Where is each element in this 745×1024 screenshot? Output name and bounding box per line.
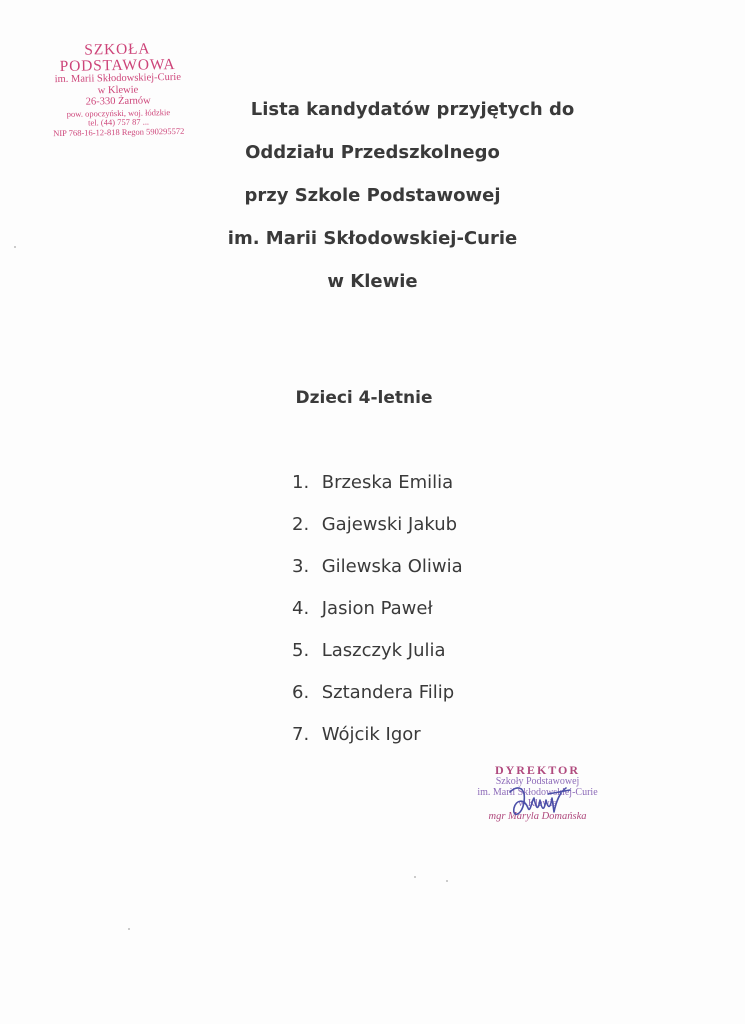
scan-speck xyxy=(128,928,130,930)
list-item-number: 6. xyxy=(292,682,310,703)
stamp-school-name: SZKOŁA PODSTAWOWA xyxy=(59,40,176,75)
list-item-name: Sztandera Filip xyxy=(321,682,455,703)
stamp-school-phone: tel. (44) 757 87 ... xyxy=(88,116,150,128)
handwritten-signature xyxy=(504,778,574,826)
list-item-number: 2. xyxy=(292,514,310,535)
title-line-5: w Klewie xyxy=(327,271,418,292)
list-item xyxy=(292,510,463,552)
children-list xyxy=(292,468,463,762)
list-item-name: Gajewski Jakub xyxy=(321,514,458,535)
list-item xyxy=(292,720,463,762)
director-stamp-location: w Klewie xyxy=(518,798,557,809)
list-item-number: 4. xyxy=(292,598,310,619)
list-item xyxy=(292,468,463,510)
list-item-number: 1. xyxy=(292,472,310,493)
list-item xyxy=(292,552,463,594)
title-line-4: im. Marii Skłodowskiej-Curie xyxy=(227,228,518,249)
scan-speck xyxy=(14,246,16,248)
list-item-number: 7. xyxy=(292,724,310,745)
stamp-school-postal: 26-330 Żarnów xyxy=(85,95,151,108)
director-stamp-school: Szkoły Podstawowej xyxy=(495,776,580,787)
list-item-name: Gilewska Oliwia xyxy=(321,556,463,577)
list-item xyxy=(292,594,463,636)
list-item xyxy=(292,678,463,720)
director-stamp-patron: im. Marii Skłodowskiej-Curie xyxy=(477,787,598,798)
group-heading: Dzieci 4-letnie xyxy=(295,388,433,408)
stamp-school-patron: im. Marii Skłodowskiej-Curie xyxy=(54,71,182,86)
list-item-name: Jasion Paweł xyxy=(321,598,433,619)
director-stamp-name: mgr Maryla Domańska xyxy=(488,811,587,822)
title-line-1: Lista kandydatów przyjętych do xyxy=(250,99,575,120)
list-item-number: 5. xyxy=(292,640,310,661)
document-title xyxy=(0,88,745,303)
list-item-name: Wójcik Igor xyxy=(321,724,421,745)
stamp-school-nip: NIP 768-16-12-818 Regon 590295572 xyxy=(53,125,185,138)
list-item xyxy=(292,636,463,678)
title-line-2: Oddziału Przedszkolnego xyxy=(245,142,500,163)
scan-speck xyxy=(414,876,416,878)
list-item-name: Laszczyk Julia xyxy=(321,640,446,661)
stamp-school-county: pow. opoczyński, woj. łódzkie xyxy=(66,106,171,119)
scan-speck xyxy=(446,880,448,882)
stamp-school-location: w Klewie xyxy=(97,84,139,96)
list-item-number: 3. xyxy=(292,556,310,577)
list-item-name: Brzeska Emilia xyxy=(321,472,454,493)
title-line-3: przy Szkole Podstawowej xyxy=(244,185,501,206)
director-stamp-title: DYREKTOR xyxy=(494,763,581,777)
